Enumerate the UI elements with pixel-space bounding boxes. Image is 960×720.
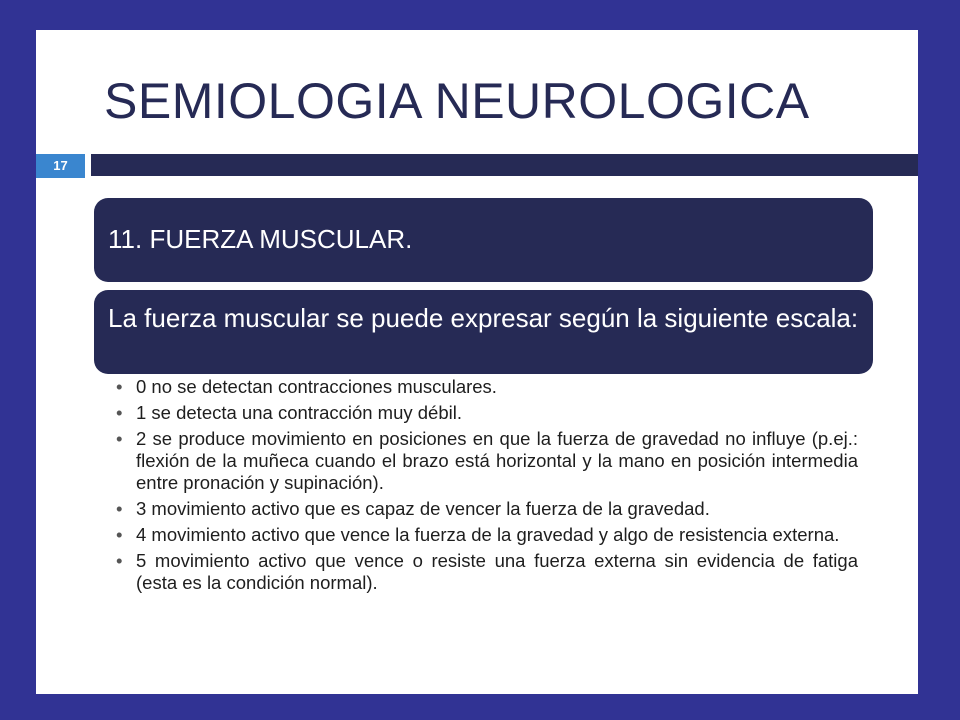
list-item	[116, 428, 858, 494]
bullet-icon: •	[116, 550, 123, 571]
list-item	[116, 524, 858, 546]
list-item	[116, 402, 858, 424]
intro-text: La fuerza muscular se puede expresar según la siguiente escala:	[108, 303, 859, 333]
list-item	[116, 550, 858, 594]
bullet-icon: •	[116, 498, 123, 519]
list-item-text: 3 movimiento activo que es capaz de vencer la fuerza de la gravedad.	[136, 498, 710, 519]
slide	[36, 30, 918, 694]
bullet-icon: •	[116, 402, 123, 423]
list-item-text: 4 movimiento activo que vence la fuerza de la gravedad y algo de resistencia externa.	[136, 524, 840, 545]
list-item-text: 5 movimiento activo que vence o resiste una fuerza externa sin evidencia de fatiga (esta es la condición normal).	[136, 550, 858, 593]
strength-scale-list	[116, 376, 858, 598]
bullet-icon: •	[116, 376, 123, 397]
list-item	[116, 376, 858, 398]
list-item-text: 1 se detecta una contracción muy débil.	[136, 402, 462, 423]
section-heading-box	[94, 198, 873, 282]
list-item	[116, 498, 858, 520]
bullet-icon: •	[116, 524, 123, 545]
section-heading: 11. FUERZA MUSCULAR.	[108, 224, 413, 254]
title-divider	[91, 154, 918, 176]
bullet-icon: •	[116, 428, 123, 449]
list-item-text: 0 no se detectan contracciones musculares.	[136, 376, 497, 397]
list-item-text: 2 se produce movimiento en posiciones en que la fuerza de gravedad no influye (p.ej.: flexión de la muñeca cuando el brazo está horizontal y la mano en posición intermedia entre pronación y supinación).	[136, 428, 858, 493]
slide-title: SEMIOLOGIA NEUROLOGICA	[104, 73, 810, 129]
slide-number: 17	[36, 154, 85, 178]
intro-box	[94, 290, 873, 374]
